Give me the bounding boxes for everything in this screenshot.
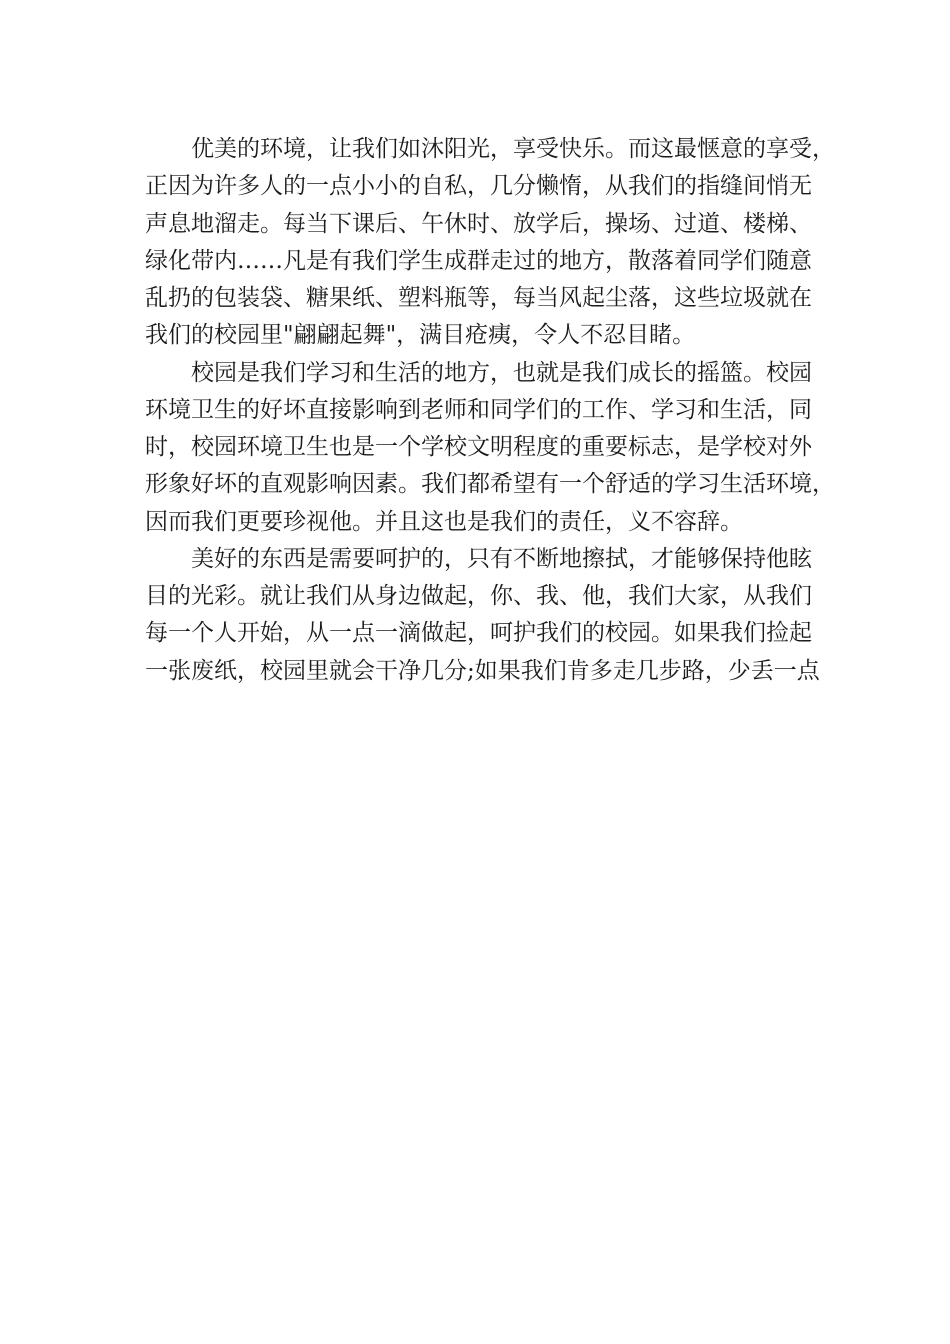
paragraph-3-line-1: 美好的东西是需要呵护的，只有不断地擦拭，才能够保持他眩 bbox=[191, 545, 812, 572]
paragraph-1-line-4: 绿化带内……凡是有我们学生成群走过的地方，散落着同学们随意 bbox=[145, 247, 812, 274]
paragraph-2-line-2: 环境卫生的好坏直接影响到老师和同学们的工作、学习和生活，同 bbox=[145, 396, 812, 423]
paragraph-1-line-3: 声息地溜走。每当下课后、午休时、放学后，操场、过道、楼梯、 bbox=[145, 210, 812, 237]
paragraph-2-line-1: 校园是我们学习和生活的地方，也就是我们成长的摇篮。校园 bbox=[191, 359, 812, 386]
paragraph-3-line-3: 每一个人开始，从一点一滴做起，呵护我们的校园。如果我们捡起 bbox=[145, 620, 812, 647]
paragraph-2-line-4: 形象好坏的直观影响因素。我们都希望有一个舒适的学习生活环境， bbox=[145, 471, 835, 498]
paragraph-2-line-5: 因而我们更要珍视他。并且这也是我们的责任，义不容辞。 bbox=[145, 508, 743, 535]
document-body bbox=[145, 131, 835, 690]
paragraph-3-line-2: 目的光彩。就让我们从身边做起，你、我、他，我们大家，从我们 bbox=[145, 583, 812, 609]
paragraph-2-line-3: 时，校园环境卫生也是一个学校文明程度的重要标志，是学校对外 bbox=[145, 434, 812, 460]
paragraph-1-line-2: 正因为许多人的一点小小的自私，几分懒惰，从我们的指缝间悄无 bbox=[145, 173, 812, 200]
paragraph-1-line-1: 优美的环境，让我们如沐阳光，享受快乐。而这最惬意的享受， bbox=[191, 136, 835, 162]
paragraph-1-line-6: 我们的校园里"翩翩起舞"，满目疮痍，令人不忍目睹。 bbox=[145, 322, 696, 349]
paragraph-1-line-5: 乱扔的包装袋、糖果纸、塑料瓶等，每当风起尘落，这些垃圾就在 bbox=[145, 285, 812, 311]
paragraph-3-line-4: 一张废纸，校园里就会干净几分;如果我们肯多走几步路，少丢一点 bbox=[145, 657, 820, 684]
